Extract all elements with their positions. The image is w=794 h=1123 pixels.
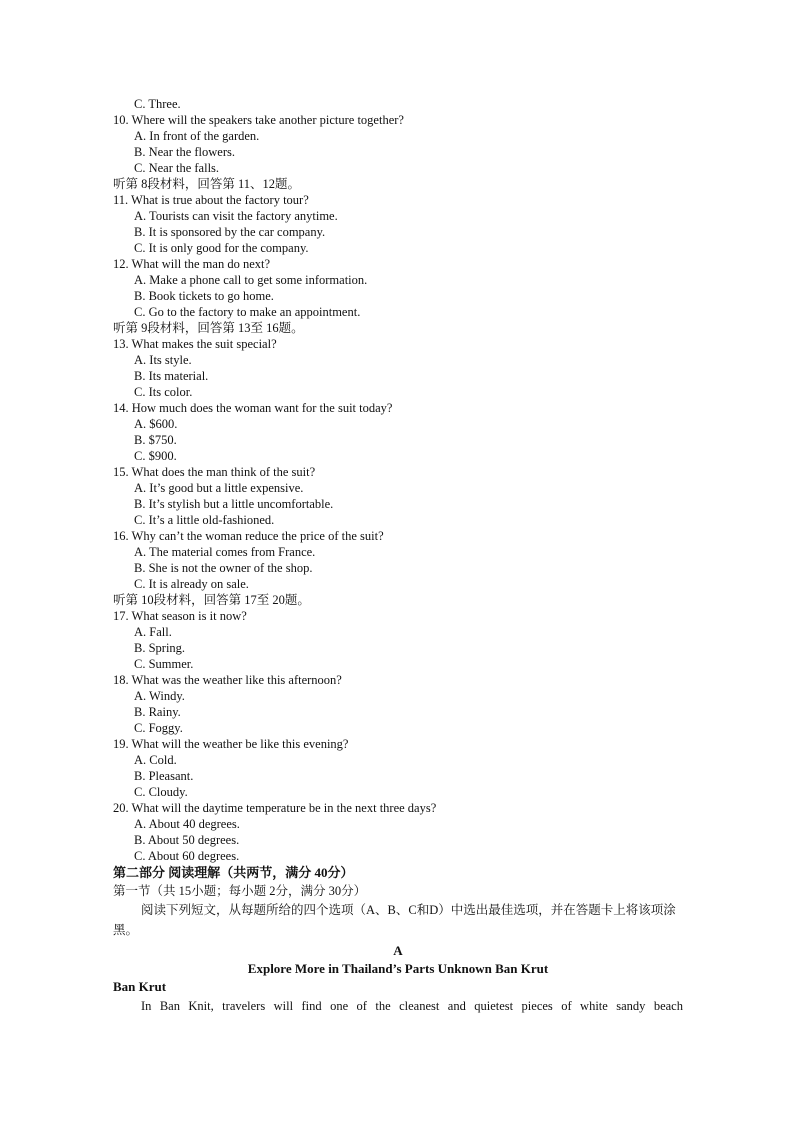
answer-option: C. Go to the factory to make an appointment. (134, 305, 361, 319)
passage-title: Explore More in Thailand’s Parts Unknown Ban Krut (247, 961, 549, 976)
answer-option: A. Fall. (134, 625, 172, 639)
question-line: 18. What was the weather like this afternoon? (113, 673, 342, 687)
question-line: 14. How much does the woman want for the suit today? (113, 401, 393, 415)
passage-letter: A (393, 943, 403, 958)
listening-section (113, 96, 683, 864)
question-line: 13. What makes the suit special? (113, 337, 277, 351)
answer-option: C. Cloudy. (134, 785, 188, 799)
question-line: 19. What will the weather be like this evening? (113, 737, 349, 751)
answer-option: B. It is sponsored by the car company. (134, 225, 326, 239)
answer-option: B. Book tickets to go home. (134, 289, 274, 303)
answer-option: A. $600. (134, 417, 178, 431)
answer-option: A. Its style. (134, 353, 192, 367)
answer-option: A. Tourists can visit the factory anytime. (134, 209, 338, 223)
answer-option: C. Near the falls. (134, 161, 220, 175)
section-instruction: 听第 9段材料，回答第 13至 16题。 (113, 321, 304, 335)
answer-option: A. About 40 degrees. (134, 817, 240, 831)
question-line: 17. What season is it now? (113, 609, 247, 623)
answer-option: C. Summer. (134, 657, 194, 671)
answer-option: A. Windy. (134, 689, 185, 703)
answer-option: C. It is already on sale. (134, 577, 249, 591)
question-line: 16. Why can’t the woman reduce the price of the suit? (113, 529, 384, 543)
answer-option: A. Cold. (134, 753, 177, 767)
section-heading: Ban Krut (113, 979, 167, 994)
question-line: 20. What will the daytime temperature be in the next three days? (113, 801, 437, 815)
answer-option: C. $900. (134, 449, 177, 463)
answer-option: B. She is not the owner of the shop. (134, 561, 313, 575)
question-line: 15. What does the man think of the suit? (113, 465, 316, 479)
answer-option: C. About 60 degrees. (134, 849, 240, 863)
answer-option: C. It’s a little old-fashioned. (134, 513, 275, 527)
answer-option: C. Three. (134, 97, 181, 111)
answer-option: A. It’s good but a little expensive. (134, 481, 304, 495)
reading-instruction: 阅读下列短文，从每题所给的四个选项（A、B、C和D）中选出最佳选项，并在答题卡上将该项涂黑。 (113, 903, 676, 937)
answer-option: B. Spring. (134, 641, 186, 655)
section-one-title: 第一节（共 15小题；每小题 2分，满分 30分） (113, 884, 367, 898)
passage-paragraph: In Ban Knit, travelers will find one of the cleanest and quietest pieces of white sandy beach (141, 999, 683, 1013)
section-instruction: 听第 8段材料，回答第 11、12题。 (113, 177, 301, 191)
answer-option: B. Rainy. (134, 705, 181, 719)
answer-option: C. Foggy. (134, 721, 183, 735)
answer-option: A. The material comes from France. (134, 545, 316, 559)
answer-option: B. It’s stylish but a little uncomfortable. (134, 497, 334, 511)
answer-option: B. $750. (134, 433, 177, 447)
answer-option: B. Pleasant. (134, 769, 194, 783)
question-line: 12. What will the man do next? (113, 257, 271, 271)
answer-option: A. Make a phone call to get some information. (134, 273, 368, 287)
answer-option: B. Its material. (134, 369, 209, 383)
answer-option: B. About 50 degrees. (134, 833, 240, 847)
exam-page (113, 96, 683, 1016)
question-line: 10. Where will the speakers take another picture together? (113, 113, 404, 127)
answer-option: C. Its color. (134, 385, 193, 399)
part-two-title: 第二部分 阅读理解（共两节，满分 40分） (113, 865, 354, 880)
answer-option: B. Near the flowers. (134, 145, 236, 159)
question-line: 11. What is true about the factory tour? (113, 193, 309, 207)
answer-option: C. It is only good for the company. (134, 241, 309, 255)
section-instruction: 听第 10段材料，回答第 17至 20题。 (113, 593, 310, 607)
answer-option: A. In front of the garden. (134, 129, 260, 143)
